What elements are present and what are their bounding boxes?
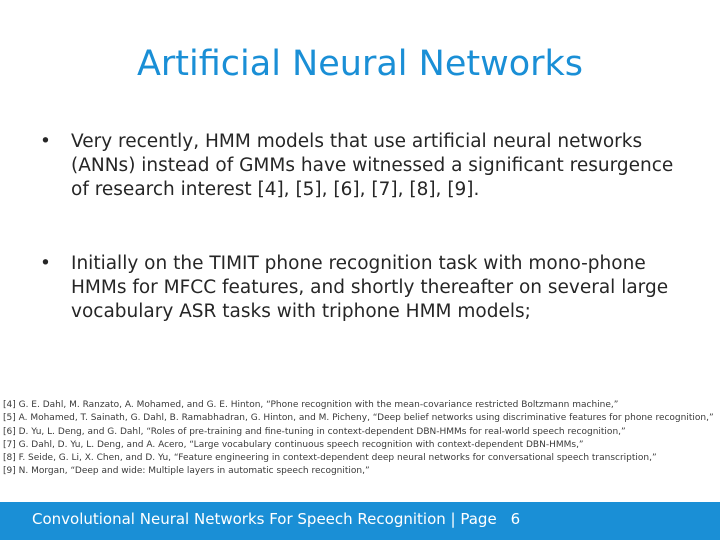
footer-text bbox=[32, 510, 520, 528]
reference-item: [9] N. Morgan, “Deep and wide: Multiple layers in automatic speech recognition,” bbox=[3, 466, 370, 477]
slide-title: Artificial Neural Networks bbox=[136, 44, 584, 84]
bullet-item bbox=[30, 130, 690, 202]
reference-item: [5] A. Mohamed, T. Sainath, G. Dahl, B. Ramabhadran, G. Hinton, and M. Picheny, “Deep belief networks using discriminative features for phone recognition,” bbox=[3, 413, 714, 424]
reference-item: [4] G. E. Dahl, M. Ranzato, A. Mohamed, and G. E. Hinton, “Phone recognition with the mean-covariance restricted Boltzmann machine,” bbox=[3, 400, 619, 410]
bullet-text: Very recently, HMM models that use artificial neural networks (ANNs) instead of GMMs have witnessed a significant resurgence of research interest [4], [5], [6], [7], [8], [9]. bbox=[71, 131, 674, 200]
reference-item: [7] G. Dahl, D. Yu, L. Deng, and A. Acero, “Large vocabulary continuous speech recognition with context-dependent DBN-HMMs,” bbox=[3, 439, 584, 450]
page-number: 6 bbox=[510, 510, 521, 528]
reference-item: [8] F. Seide, G. Li, X. Chen, and D. Yu, “Feature engineering in context-dependent deep neural networks for conversational speech transcription,” bbox=[3, 453, 657, 464]
bullet-dot-icon: • bbox=[40, 131, 51, 152]
footer-bar bbox=[0, 502, 720, 540]
bullet-item bbox=[30, 252, 690, 324]
bullet-text: Initially on the TIMIT phone recognition task with mono-phone HMMs for MFCC features, and shortly thereafter on several large vocabulary ASR tasks with triphone HMM models; bbox=[71, 253, 669, 322]
reference-item: [6] D. Yu, L. Deng, and G. Dahl, “Roles of pre-training and fine-tuning in context-dependent DBN-HMMs for real-world speech recognition,” bbox=[3, 426, 626, 437]
reference-list bbox=[3, 399, 717, 479]
bullet-dot-icon: • bbox=[40, 253, 51, 274]
footer-label: Convolutional Neural Networks For Speech Recognition | Page bbox=[32, 510, 497, 528]
bullet-list bbox=[30, 130, 690, 324]
